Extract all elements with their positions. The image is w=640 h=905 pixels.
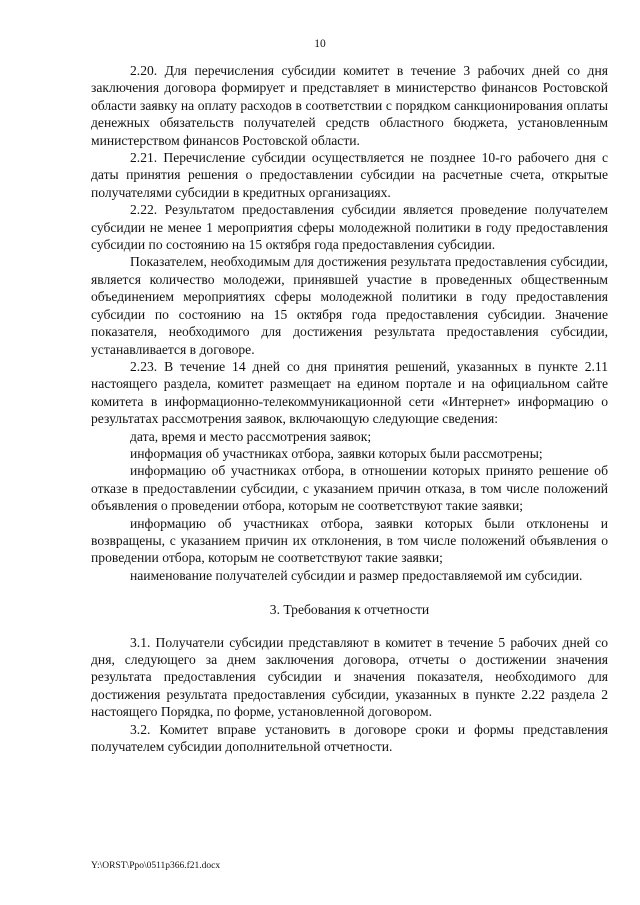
list-item-date-time-place: дата, время и место рассмотрения заявок;: [130, 428, 372, 444]
paragraph-2-22: 2.22. Результатом предоставления субсидии является проведение получателем субсидии не менее 1 мероприятия сферы молодежной политики в году предоставления субсидии по состоянию на 15 октября года предоставления субсидии.: [91, 202, 608, 253]
section-heading: 3. Требования к отчетности: [269, 602, 430, 618]
paragraph-2-20: 2.20. Для перечисления субсидии комитет в течение 3 рабочих дней со дня заключения договора формирует и представляет в министерство финансов Ростовской области заявку на оплату расходов в соответствии с порядком санкционирования оплаты денежных обязательств получателей средств областного бюджета, установленным министерством финансов Ростовской области.: [91, 63, 608, 148]
document-body: [91, 62, 608, 755]
paragraph-indicator: Показателем, необходимым для достижения результата предоставления субсидии, является количество молодежи, принявшей участие в проведенных общественным объединением мероприятиях сферы молодежной политики в году предоставления субсидии по состоянию на 15 октября года предоставления субсидии. Значение показателя, необходимого для достижения результата предоставления субсидии, устанавливается в договоре.: [91, 254, 608, 357]
list-item-reviewed-participants: информация об участниках отбора, заявки которых были рассмотрены;: [130, 445, 543, 461]
footer-file-path: Y:\ORST\Ppo\0511p366.f21.docx: [91, 861, 221, 871]
paragraph-3-2: 3.2. Комитет вправе установить в договоре сроки и формы представления получателем субсидии дополнительной отчетности.: [91, 721, 608, 755]
page-number: 10: [314, 38, 326, 50]
paragraph-3-1: 3.1. Получатели субсидии представляют в комитет в течение 5 рабочих дней со дня, следующего за днем заключения договора, отчеты о достижении значения результата предоставления субсидии и значения показателя, необходимого для достижения результата предоставления субсидии, указанных в пункте 2.22 раздела 2 настоящего Порядка, по форме, установленной договором.: [91, 634, 608, 720]
list-item-refused-participants: информацию об участниках отбора, в отношении которых принято решение об отказе в предоставлении субсидии, с указанием причин отказа, в том числе положений объявления о проведении отбора, которым не соответствуют такие заявки;: [91, 463, 608, 514]
paragraph-2-23: 2.23. В течение 14 дней со дня принятия решений, указанных в пункте 2.11 настоящего раздела, комитет размещает на едином портале и на официальном сайте комитета в информационно-телекоммуникационной сети «Интернет» информацию о результатах рассмотрения заявок, включающую следующие сведения:: [91, 358, 608, 427]
list-item-recipients-and-amount: наименование получателей субсидии и размер предоставляемой им субсидии.: [130, 567, 583, 583]
paragraph-2-21: 2.21. Перечисление субсидии осуществляется не позднее 10-го рабочего дня с даты принятия решения о предоставлении субсидии на расчетные счета, открытые получателями субсидии в кредитных организациях.: [91, 150, 608, 200]
list-item-rejected-participants: информацию об участниках отбора, заявки которых были отклонены и возвращены, с указанием причин их отклонения, в том числе положений объявления о проведении отбора, которым не соответствуют такие заявки;: [91, 515, 608, 566]
